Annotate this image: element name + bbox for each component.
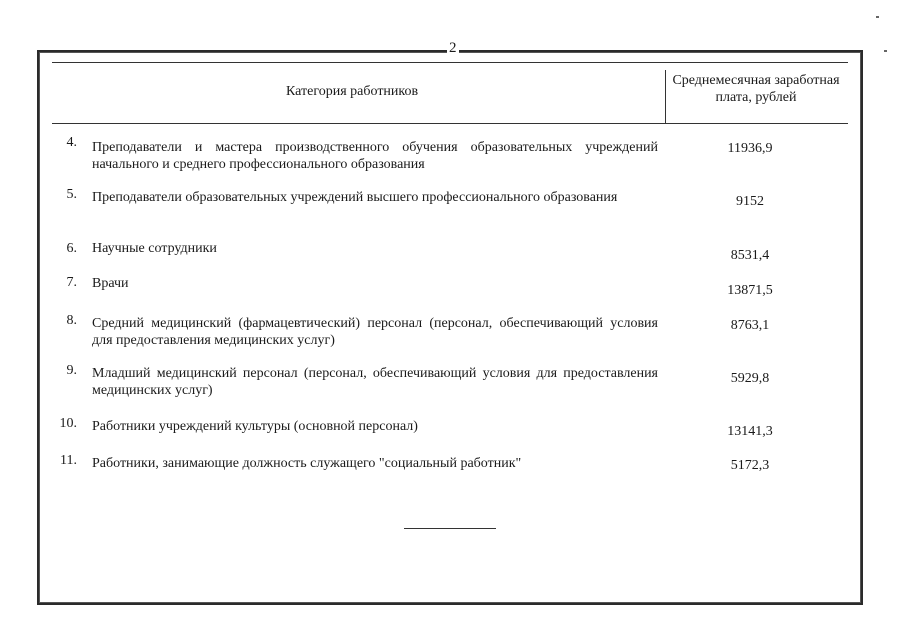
row-number: 4. <box>66 135 77 150</box>
row-value: 5172,3 <box>730 458 770 473</box>
header-category: Категория работников <box>286 84 419 99</box>
header-salary: Среднемесячная заработная плата, рублей <box>672 73 840 105</box>
table-header-bottom-rule <box>52 123 848 124</box>
row-description: Научные сотрудники <box>92 241 217 256</box>
row-value: 11936,9 <box>727 141 773 156</box>
scan-speck <box>876 16 879 18</box>
page-number: 2 <box>449 40 457 56</box>
row-number: 7. <box>66 275 77 290</box>
row-number: 11. <box>60 453 77 468</box>
row-description: Младший медицинский персонал (персонал, обеспечивающий условия для предоставления медицинских услуг) <box>92 366 658 398</box>
table-top-rule <box>52 62 848 63</box>
end-separator <box>404 528 496 529</box>
row-number: 8. <box>66 313 77 328</box>
row-description: Преподаватели и мастера производственного обучения образовательных учреждений начального и среднего профессионального образования <box>92 140 658 172</box>
row-value: 5929,8 <box>730 371 770 386</box>
row-value: 9152 <box>736 194 764 209</box>
row-number: 5. <box>66 187 77 202</box>
row-value: 8763,1 <box>730 318 770 333</box>
scan-speck <box>884 50 887 52</box>
row-value: 13871,5 <box>727 283 773 298</box>
row-value: 8531,4 <box>730 248 770 263</box>
row-number: 9. <box>66 363 77 378</box>
table-column-divider <box>665 70 666 123</box>
row-description: Врачи <box>92 276 129 291</box>
row-description: Средний медицинский (фармацевтический) персонал (персонал, обеспечивающий условия для предоставления медицинских услуг) <box>92 316 658 348</box>
row-value: 13141,3 <box>727 424 773 439</box>
row-number: 6. <box>66 241 77 256</box>
row-description: Преподаватели образовательных учреждений высшего профессионального образования <box>92 190 618 205</box>
row-number: 10. <box>59 416 77 431</box>
row-description: Работники, занимающие должность служащего "социальный работник" <box>92 456 522 471</box>
row-description: Работники учреждений культуры (основной персонал) <box>92 419 418 434</box>
